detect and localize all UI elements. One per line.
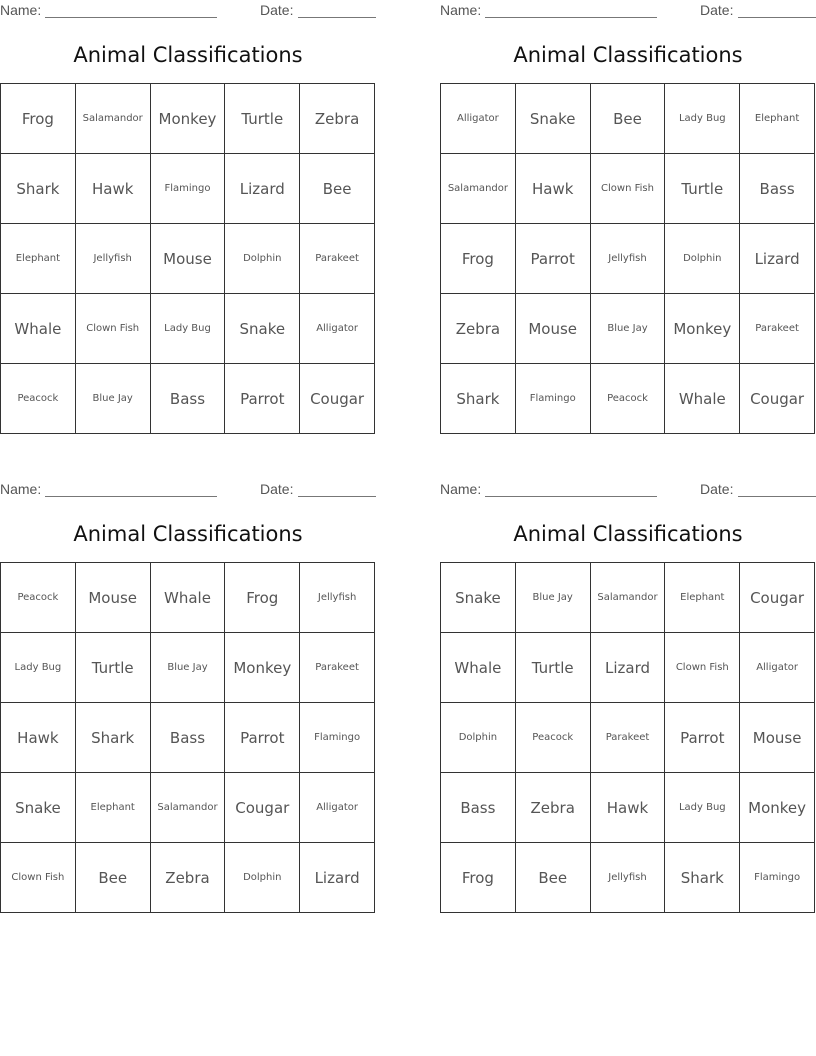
bingo-grid	[440, 83, 815, 434]
date-label: Date:	[700, 2, 734, 18]
grid-cell[interactable]: Turtle	[516, 633, 591, 703]
grid-cell[interactable]: Frog	[1, 84, 76, 154]
bingo-card-4	[440, 479, 816, 913]
grid-cell[interactable]: Dolphin	[441, 703, 516, 773]
grid-cell[interactable]: Mouse	[151, 224, 226, 294]
date-field[interactable]	[738, 496, 816, 497]
bingo-grid	[0, 83, 375, 434]
date-field[interactable]	[298, 496, 376, 497]
grid-cell[interactable]: Salamandor	[151, 773, 226, 843]
grid-cell[interactable]: Zebra	[516, 773, 591, 843]
name-label: Name:	[0, 2, 42, 18]
grid-cell[interactable]: Clown Fish	[1, 843, 76, 913]
grid-cell[interactable]: Zebra	[300, 84, 375, 154]
grid-cell[interactable]: Jellyfish	[76, 224, 151, 294]
grid-cell[interactable]: Lady Bug	[665, 773, 740, 843]
grid-cell[interactable]: Alligator	[300, 294, 375, 364]
bingo-card-2	[440, 0, 816, 434]
grid-cell[interactable]: Blue Jay	[151, 633, 226, 703]
grid-cell[interactable]: Parrot	[516, 224, 591, 294]
date-label: Date:	[700, 481, 734, 497]
grid-cell[interactable]: Parakeet	[740, 294, 815, 364]
grid-cell[interactable]: Blue Jay	[76, 364, 151, 434]
grid-cell[interactable]: Elephant	[665, 563, 740, 633]
name-label: Name:	[440, 481, 482, 497]
grid-cell[interactable]: Whale	[1, 294, 76, 364]
grid-cell[interactable]: Mouse	[516, 294, 591, 364]
grid-cell[interactable]: Blue Jay	[591, 294, 666, 364]
date-field[interactable]	[738, 17, 816, 18]
grid-cell[interactable]: Shark	[441, 364, 516, 434]
grid-cell[interactable]: Flamingo	[300, 703, 375, 773]
grid-cell[interactable]: Jellyfish	[591, 224, 666, 294]
grid-cell[interactable]: Blue Jay	[516, 563, 591, 633]
grid-cell[interactable]: Lizard	[300, 843, 375, 913]
grid-cell[interactable]: Parakeet	[591, 703, 666, 773]
name-field[interactable]	[45, 496, 217, 497]
name-field[interactable]	[485, 496, 657, 497]
grid-cell[interactable]: Mouse	[740, 703, 815, 773]
grid-cell[interactable]: Clown Fish	[591, 154, 666, 224]
grid-cell[interactable]: Elephant	[740, 84, 815, 154]
grid-cell[interactable]: Peacock	[591, 364, 666, 434]
grid-cell[interactable]: Dolphin	[665, 224, 740, 294]
grid-cell[interactable]: Whale	[665, 364, 740, 434]
grid-cell[interactable]: Jellyfish	[591, 843, 666, 913]
grid-cell[interactable]: Lady Bug	[1, 633, 76, 703]
grid-cell[interactable]: Zebra	[441, 294, 516, 364]
grid-cell[interactable]: Elephant	[1, 224, 76, 294]
bingo-grid	[440, 562, 815, 913]
grid-cell[interactable]: Hawk	[516, 154, 591, 224]
name-label: Name:	[440, 2, 482, 18]
grid-cell[interactable]: Bass	[151, 703, 226, 773]
grid-cell[interactable]: Alligator	[300, 773, 375, 843]
grid-cell[interactable]: Hawk	[1, 703, 76, 773]
bingo-card-3	[0, 479, 376, 913]
card-header	[0, 2, 376, 20]
grid-cell[interactable]: Peacock	[1, 364, 76, 434]
grid-cell[interactable]: Parakeet	[300, 224, 375, 294]
grid-cell[interactable]: Lizard	[591, 633, 666, 703]
card-title: Animal Classifications	[73, 522, 303, 546]
grid-cell[interactable]: Shark	[76, 703, 151, 773]
grid-cell[interactable]: Cougar	[740, 364, 815, 434]
grid-cell[interactable]: Parakeet	[300, 633, 375, 703]
grid-cell[interactable]: Lady Bug	[151, 294, 226, 364]
grid-cell[interactable]: Peacock	[1, 563, 76, 633]
card-header	[440, 2, 816, 20]
grid-cell[interactable]: Elephant	[76, 773, 151, 843]
grid-cell[interactable]: Snake	[1, 773, 76, 843]
name-field[interactable]	[485, 17, 657, 18]
grid-cell[interactable]: Salamandor	[76, 84, 151, 154]
grid-cell[interactable]: Zebra	[151, 843, 226, 913]
grid-cell[interactable]: Turtle	[76, 633, 151, 703]
grid-cell[interactable]: Snake	[441, 563, 516, 633]
grid-cell[interactable]: Monkey	[225, 633, 300, 703]
grid-cell[interactable]: Peacock	[516, 703, 591, 773]
grid-cell[interactable]: Whale	[151, 563, 226, 633]
grid-cell[interactable]: Cougar	[300, 364, 375, 434]
grid-cell[interactable]: Bee	[591, 84, 666, 154]
date-field[interactable]	[298, 17, 376, 18]
grid-cell[interactable]: Shark	[665, 843, 740, 913]
grid-cell[interactable]: Monkey	[740, 773, 815, 843]
card-header	[440, 481, 816, 499]
grid-cell[interactable]: Flamingo	[516, 364, 591, 434]
grid-cell[interactable]: Dolphin	[225, 224, 300, 294]
grid-cell[interactable]: Bass	[740, 154, 815, 224]
grid-cell[interactable]: Alligator	[740, 633, 815, 703]
grid-cell[interactable]: Lizard	[740, 224, 815, 294]
grid-cell[interactable]: Jellyfish	[300, 563, 375, 633]
grid-cell[interactable]: Frog	[225, 563, 300, 633]
grid-cell[interactable]: Parrot	[225, 703, 300, 773]
grid-cell[interactable]: Alligator	[441, 84, 516, 154]
grid-cell[interactable]: Cougar	[740, 563, 815, 633]
grid-cell[interactable]: Clown Fish	[76, 294, 151, 364]
grid-cell[interactable]: Clown Fish	[665, 633, 740, 703]
grid-cell[interactable]: Monkey	[665, 294, 740, 364]
grid-cell[interactable]: Frog	[441, 224, 516, 294]
grid-cell[interactable]: Flamingo	[740, 843, 815, 913]
grid-cell[interactable]: Shark	[1, 154, 76, 224]
grid-cell[interactable]: Monkey	[151, 84, 226, 154]
card-title: Animal Classifications	[513, 522, 743, 546]
bingo-card-1	[0, 0, 376, 434]
card-header	[0, 481, 376, 499]
grid-cell[interactable]: Turtle	[225, 84, 300, 154]
grid-cell[interactable]: Salamandor	[441, 154, 516, 224]
date-label: Date:	[260, 2, 294, 18]
card-title: Animal Classifications	[513, 43, 743, 67]
grid-cell[interactable]: Snake	[225, 294, 300, 364]
name-label: Name:	[0, 481, 42, 497]
grid-cell[interactable]: Bee	[300, 154, 375, 224]
grid-cell[interactable]: Mouse	[76, 563, 151, 633]
grid-cell[interactable]: Lizard	[225, 154, 300, 224]
grid-cell[interactable]: Cougar	[225, 773, 300, 843]
grid-cell[interactable]: Turtle	[665, 154, 740, 224]
grid-cell[interactable]: Parrot	[225, 364, 300, 434]
grid-cell[interactable]: Flamingo	[151, 154, 226, 224]
grid-cell[interactable]: Lady Bug	[665, 84, 740, 154]
date-label: Date:	[260, 481, 294, 497]
name-field[interactable]	[45, 17, 217, 18]
grid-cell[interactable]: Whale	[441, 633, 516, 703]
grid-cell[interactable]: Bass	[441, 773, 516, 843]
grid-cell[interactable]: Salamandor	[591, 563, 666, 633]
grid-cell[interactable]: Frog	[441, 843, 516, 913]
grid-cell[interactable]: Bass	[151, 364, 226, 434]
grid-cell[interactable]: Dolphin	[225, 843, 300, 913]
grid-cell[interactable]: Parrot	[665, 703, 740, 773]
grid-cell[interactable]: Hawk	[76, 154, 151, 224]
bingo-grid	[0, 562, 375, 913]
grid-cell[interactable]: Bee	[516, 843, 591, 913]
grid-cell[interactable]: Bee	[76, 843, 151, 913]
grid-cell[interactable]: Hawk	[591, 773, 666, 843]
card-title: Animal Classifications	[73, 43, 303, 67]
grid-cell[interactable]: Snake	[516, 84, 591, 154]
